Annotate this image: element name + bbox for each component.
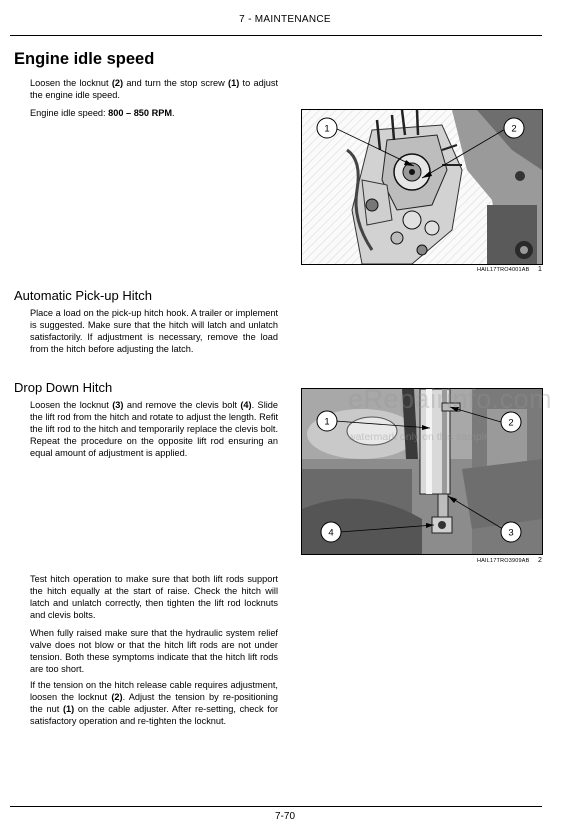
watermark-text: eRepairinfo.com <box>348 384 553 414</box>
figure-1-illustration <box>302 110 542 264</box>
text-run: . <box>172 108 175 118</box>
text-run: Test hitch operation to make sure that both lift rods support the hitch equally at the start of raise. Check the hitch will latch and unlatch correctly, then tighten the lift rod locknuts and clevis bolts. <box>30 574 278 621</box>
text-run: Loosen the locknut <box>30 400 113 410</box>
test-hitch-paragraph <box>30 573 278 621</box>
section-title-engine-idle: Engine idle speed <box>14 50 155 68</box>
header-rule <box>10 35 542 36</box>
watermark-subtext: watermark only on this sample <box>348 431 490 443</box>
page-number: 7-70 <box>274 811 295 822</box>
figure-2-callout-4: 4 <box>328 527 334 539</box>
text-run: (4) <box>240 400 252 410</box>
page-header: 7 - MAINTENANCE <box>239 14 331 25</box>
figure-1-number: 1 <box>538 266 542 273</box>
figure-2-caption: HAIL17TRO3909AB <box>477 558 530 564</box>
text-run: Place a load on the pick-up hitch hook. A trailer or implement is suggested. Make sure that the hitch will latch and unlatch satisfactorily. If adjustment is necessary, remove the load from the hitch before adjusting the latch. <box>30 308 278 355</box>
footer-rule <box>10 806 542 807</box>
pickup-hitch-paragraph <box>30 307 278 355</box>
text-run: . Slide the lift rod from the hitch and rotate to adjust the length. Refit the lift rod to the hitch and temporarily replace the clevis bolt. Repeat the procedure on the opposite lift rod ensuring an equal amount of adjustment is applied. <box>30 400 278 459</box>
figure-2-callout-3: 3 <box>508 527 514 539</box>
figure-1-callout-2: 2 <box>511 123 517 135</box>
text-run: When fully raised make sure that the hydraulic system relief valve does not blow or that the hitch lift rods are not under tension. Both these symptoms indicate that the hitch lift rods are too short. <box>30 628 278 675</box>
release-cable-paragraph <box>30 679 278 727</box>
text-run: (3) <box>112 400 124 410</box>
engine-idle-paragraph-1 <box>30 77 278 101</box>
figure-1-caption: HAIL17TRO4001AB <box>477 267 530 273</box>
engine-idle-paragraph-2 <box>30 107 278 119</box>
text-run: and remove the clevis bolt <box>123 400 241 410</box>
text-run: to adjust the engine idle speed. <box>30 78 278 101</box>
section-title-drop-down-hitch: Drop Down Hitch <box>14 380 113 395</box>
figure-2-callout-2: 2 <box>508 417 514 429</box>
text-run: and turn the stop screw <box>123 78 229 88</box>
text-run: (2) <box>111 692 123 703</box>
figure-1-injection-pump-photo <box>301 109 543 265</box>
text-run: If the tension on the hitch release cable requires adjustment, loosen the locknut <box>30 680 278 703</box>
text-run: 800 – 850 RPM <box>108 108 172 118</box>
text-run: on the cable adjuster. After re-setting, check for satisfactory operation and re-tighten the locknut. <box>30 704 279 727</box>
text-run: Engine idle speed: <box>30 108 109 118</box>
text-run: Loosen the locknut <box>30 78 112 88</box>
fully-raised-paragraph <box>30 627 278 675</box>
text-run: (1) <box>228 78 240 88</box>
figure-1-callout-1: 1 <box>324 123 330 135</box>
text-run: . Adjust the tension by re-positioning the nut <box>30 692 278 715</box>
text-run: (1) <box>62 704 75 715</box>
drop-down-hitch-paragraph <box>30 399 278 459</box>
figure-2-number: 2 <box>538 557 542 564</box>
figure-2-callout-1: 1 <box>324 416 330 428</box>
text-run: (2) <box>111 78 124 88</box>
section-title-pickup-hitch: Automatic Pick-up Hitch <box>14 288 152 303</box>
